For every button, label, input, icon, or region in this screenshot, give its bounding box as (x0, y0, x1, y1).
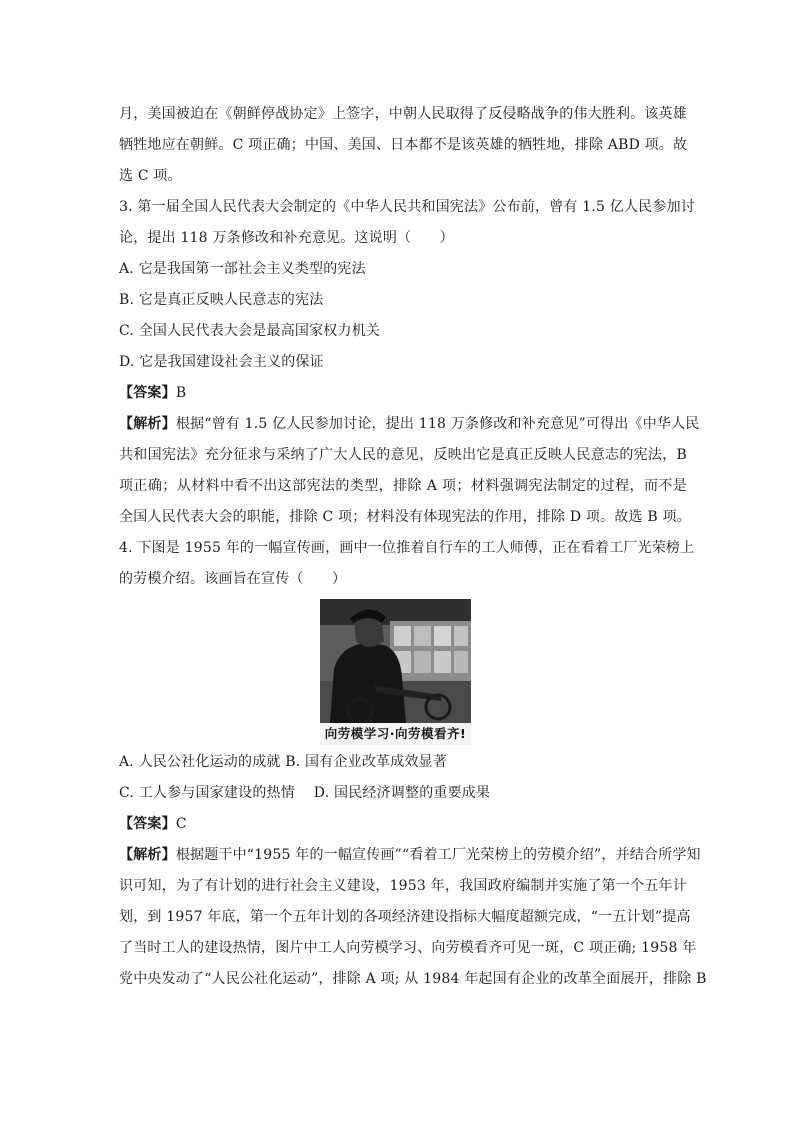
analysis-text: 根据“曾有 1.5 亿人民参加讨论，提出 118 万条修改和补充意见”可得出《中华人民 (175, 416, 700, 432)
question-4-analysis (119, 840, 701, 871)
question-3-analysis: 项正确；从材料中看不出这部宪法的类型，排除 A 项；材料强调宪法制定的过程，而不是 (119, 478, 687, 494)
text-line: 月，美国被迫在《朝鲜停战协定》上签字，中朝人民取得了反侵略战争的伟大胜利。该英雄 (119, 106, 687, 122)
question-3-analysis: 共和国宪法》充分征求与采纳了广大人民的意见，反映出它是真正反映人民意志的宪法，B (119, 447, 687, 463)
question-3-analysis (119, 409, 700, 440)
poster-illustration (320, 599, 471, 723)
question-4-analysis: 了当时工人的建设热情，图片中工人向劳模学习、向劳模看齐可见一斑，C 项正确; 1958 年 (119, 940, 697, 956)
question-3-option-c: C. 全国人民代表大会是最高国家权力机关 (119, 323, 381, 339)
text-line: 选 C 项。 (119, 168, 182, 184)
question-3-answer (119, 378, 687, 409)
question-4-stem: 4. 下图是 1955 年的一幅宣传画，画中一位推着自行车的工人师傅，正在看着工厂光荣榜上 (119, 540, 695, 556)
question-4-answer (119, 809, 687, 840)
question-3-stem: 3. 第一届全国人民代表大会制定的《中华人民共和国宪法》公布前，曾有 1.5 亿人民参加讨 (119, 199, 695, 215)
question-3-option-b: B. 它是真正反映人民意志的宪法 (119, 292, 324, 308)
question-3-analysis: 全国人民代表大会的职能，排除 C 项；材料没有体现宪法的作用，排除 D 项。故选 B 项。 (119, 509, 691, 525)
analysis-tag: 【解析】 (119, 847, 176, 863)
question-3-option-d: D. 它是我国建设社会主义的保证 (119, 354, 324, 370)
question-4-analysis: 识可知，为了有计划的进行社会主义建设，1953 年，我国政府编制并实施了第一个五年计 (119, 878, 687, 894)
text-line: 牺牲地应在朝鲜。C 项正确；中国、美国、日本都不是该英雄的牺牲地，排除 ABD 项。故 (119, 137, 688, 153)
figure-container (119, 595, 687, 747)
answer-tag: 【答案】 (119, 816, 176, 832)
answer-tag: 【答案】 (119, 385, 176, 401)
question-4-analysis: 划，到 1957 年底，第一个五年计划的各项经济建设指标大幅度超额完成，“一五计划”提高 (119, 909, 691, 925)
question-3-option-a: A. 它是我国第一部社会主义类型的宪法 (119, 261, 366, 277)
analysis-tag: 【解析】 (119, 416, 176, 432)
document-page (119, 99, 707, 995)
poster-caption: 向劳模学习·向劳模看齐! (320, 723, 471, 745)
answer-value: C (175, 816, 187, 832)
propaganda-poster-image (320, 599, 471, 745)
question-4-options-ab: A. 人民公社化运动的成就 B. 国有企业改革成效显著 (119, 754, 448, 770)
answer-value: B (175, 385, 187, 401)
question-3-stem: 论，提出 118 万条修改和补充意见。这说明（ ） (119, 230, 454, 246)
analysis-text: 根据题干中“1955 年的一幅宣传画”“看着工厂光荣榜上的劳模介绍”，并结合所学知 (175, 847, 701, 863)
question-4-stem: 的劳模介绍。该画旨在宣传（ ） (119, 571, 347, 587)
question-4-analysis: 党中央发动了“人民公社化运动”，排除 A 项; 从 1984 年起国有企业的改革全面展开，排除 B (119, 971, 707, 987)
question-4-options-cd: C. 工人参与国家建设的热情 D. 国民经济调整的重要成果 (119, 785, 491, 801)
